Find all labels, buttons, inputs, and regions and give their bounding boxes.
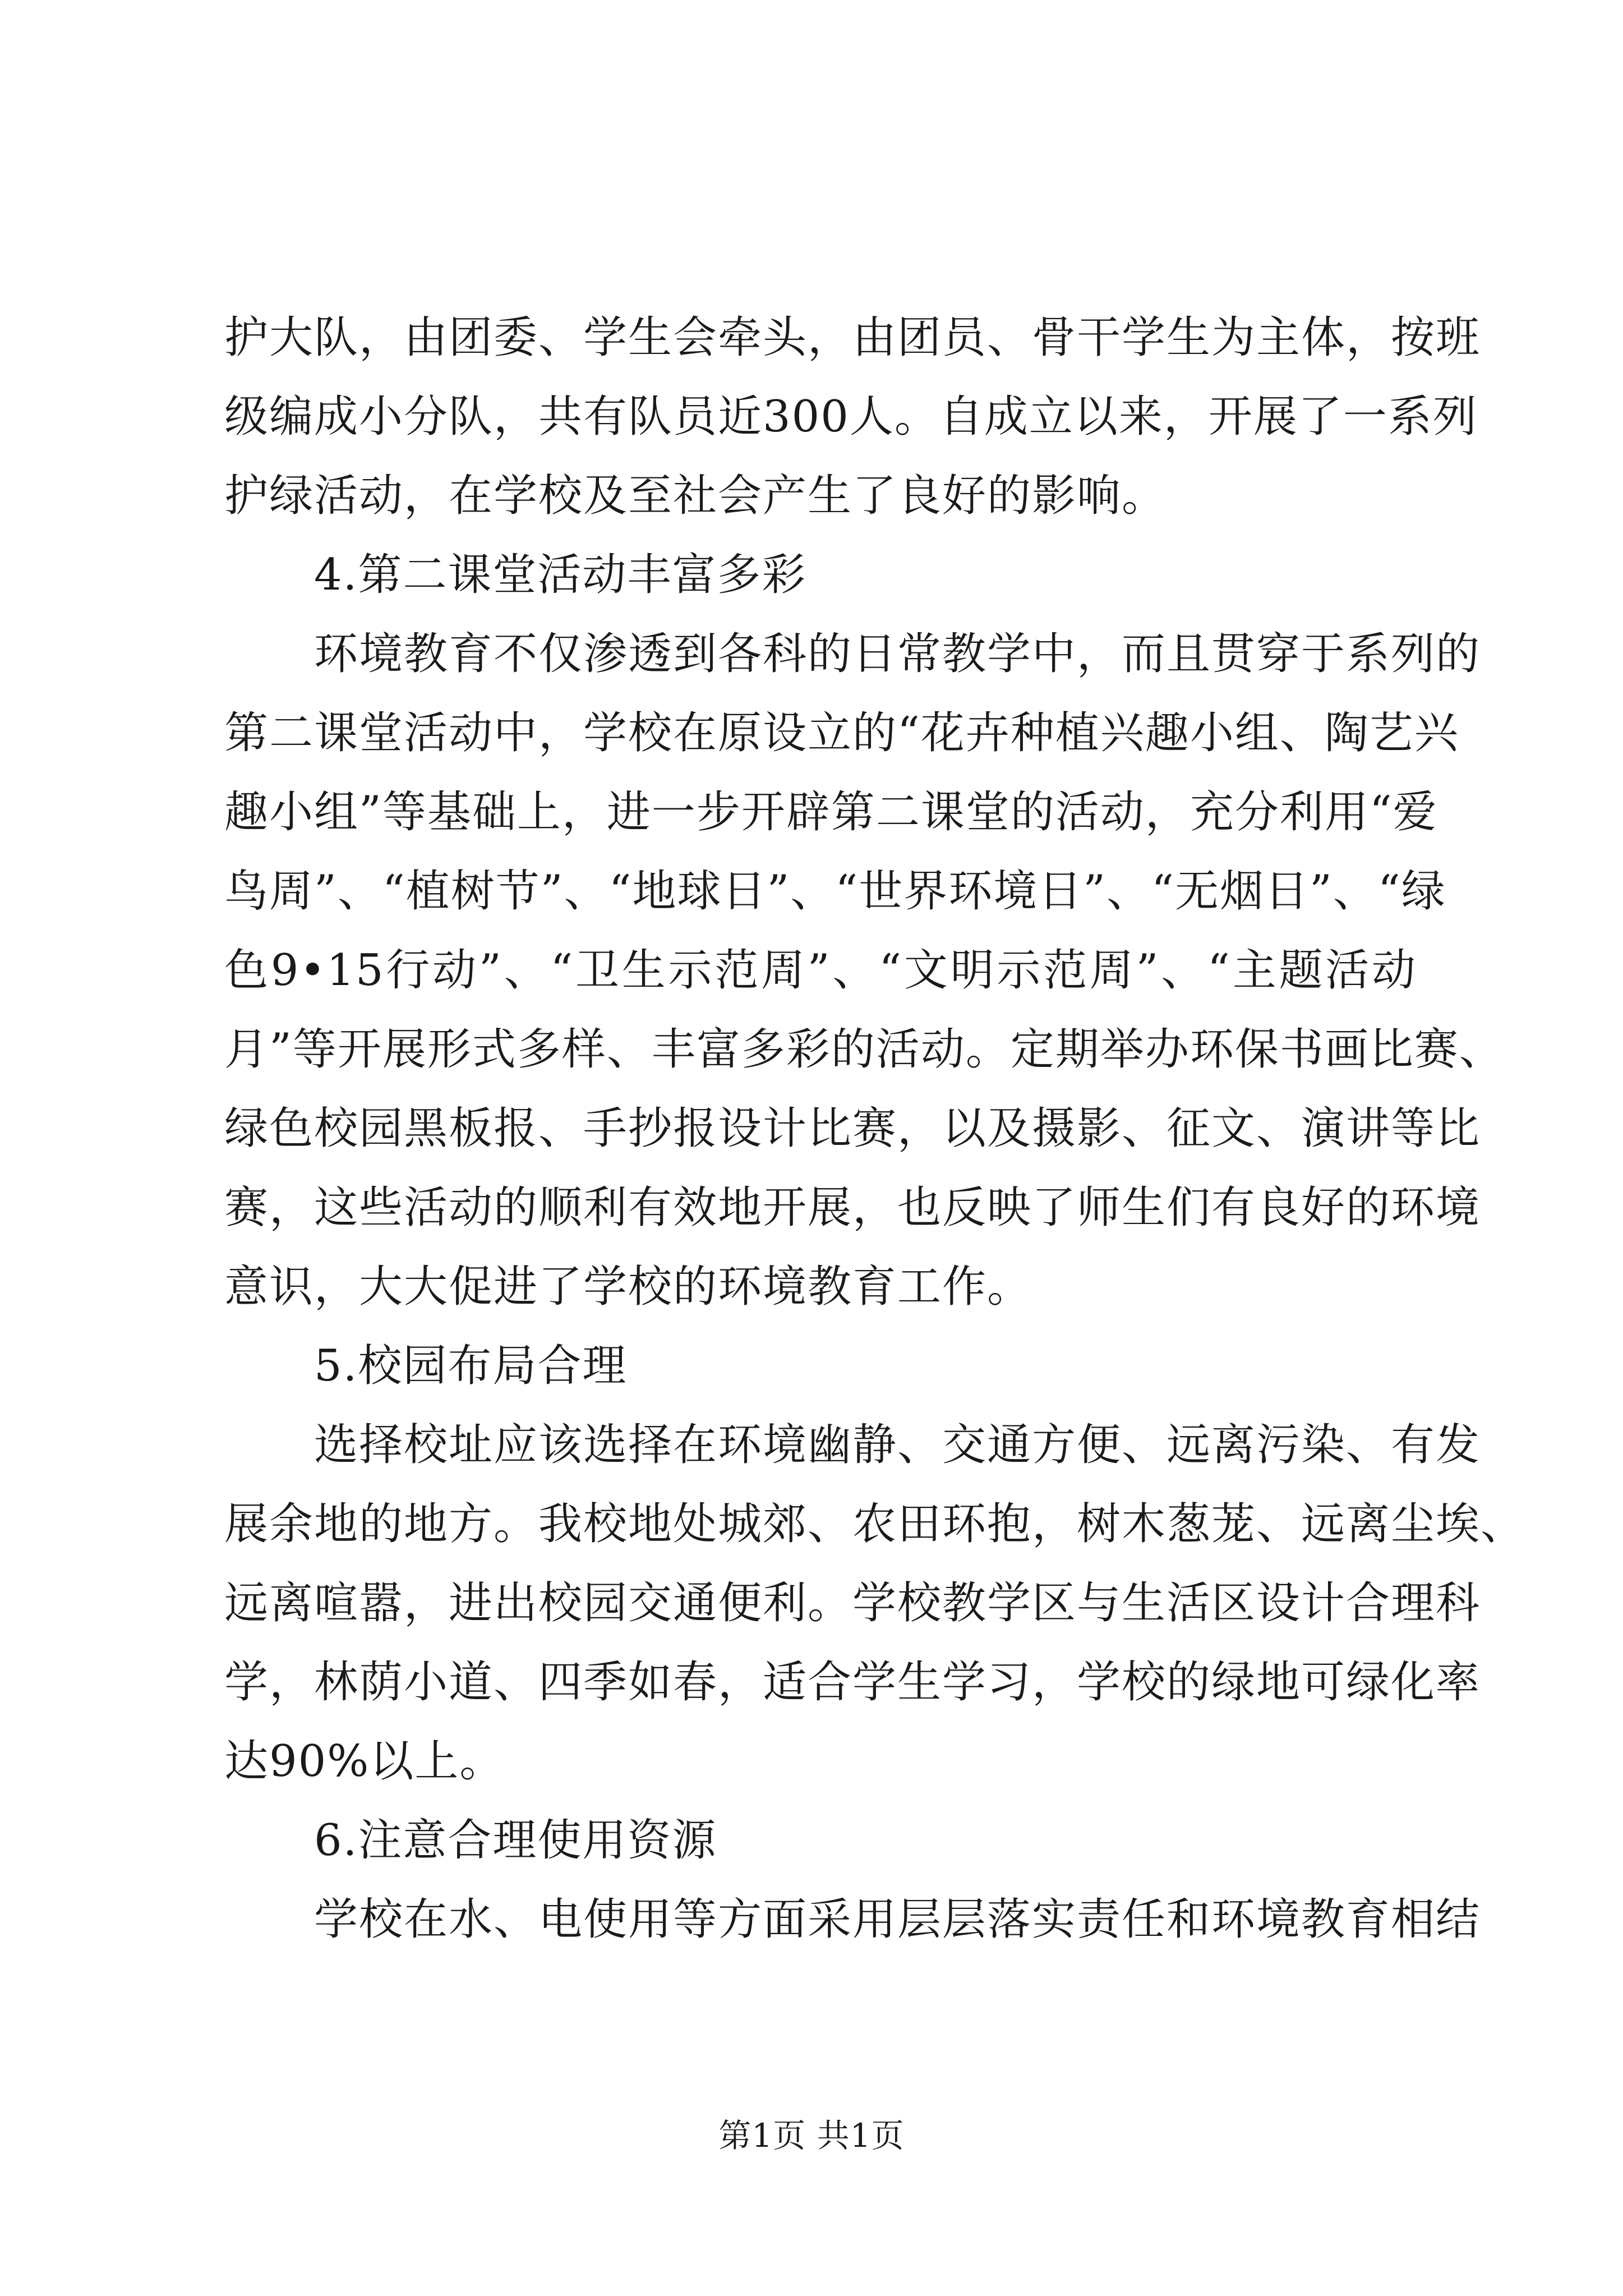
body-line: 意识，大大促进了学校的环境教育工作。 <box>224 1262 1032 1312</box>
body-line: 展余地的地方。我校地处城郊、农田环抱，树木葱茏、远离尘埃、 <box>224 1499 1526 1549</box>
body-line: 趣小组”等基础上，进一步开辟第二课堂的活动，充分利用“爱 <box>224 787 1438 838</box>
section-heading: 6.注意合理使用资源 <box>314 1815 717 1866</box>
body-line: 色9•15行动”、“卫生示范周”、“文明示范周”、“主题活动 <box>224 945 1417 996</box>
body-line: 达90%以上。 <box>224 1736 505 1787</box>
paragraph-first-line: 选择校址应该选择在环境幽静、交通方便、远离污染、有发 <box>314 1420 1481 1470</box>
body-line: 学，林荫小道、四季如春，适合学生学习，学校的绿地可绿化率 <box>224 1657 1481 1708</box>
paragraph-first-line: 环境教育不仅渗透到各科的日常教学中，而且贯穿于系列的 <box>314 629 1481 679</box>
body-line: 护大队，由团委、学生会牵头，由团员、骨干学生为主体，按班 <box>224 312 1481 363</box>
body-line: 绿色校园黑板报、手抄报设计比赛，以及摄影、征文、演讲等比 <box>224 1103 1481 1154</box>
page-number-footer: 第1页 共1页 <box>718 2116 905 2155</box>
section-heading: 4.第二课堂活动丰富多彩 <box>314 550 807 600</box>
body-line: 月”等开展形式多样、丰富多彩的活动。定期举办环保书画比赛、 <box>224 1024 1504 1075</box>
body-line: 级编成小分队，共有队员近300人。自成立以来，开展了一系列 <box>224 392 1478 442</box>
body-line: 鸟周”、“植树节”、“地球日”、“世界环境日”、“无烟日”、“绿 <box>224 866 1446 917</box>
body-line: 赛，这些活动的顺利有效地开展，也反映了师生们有良好的环境 <box>224 1182 1481 1233</box>
document-body <box>224 298 1526 1959</box>
body-line: 第二课堂活动中，学校在原设立的“花卉种植兴趣小组、陶艺兴 <box>224 708 1459 758</box>
section-heading: 5.校园布局合理 <box>314 1341 628 1391</box>
body-line: 护绿活动，在学校及至社会产生了良好的影响。 <box>224 471 1167 521</box>
paragraph-first-line: 学校在水、电使用等方面采用层层落实责任和环境教育相结 <box>314 1894 1481 1945</box>
body-line: 远离喧嚣，进出校园交通便利。学校教学区与生活区设计合理科 <box>224 1578 1481 1628</box>
